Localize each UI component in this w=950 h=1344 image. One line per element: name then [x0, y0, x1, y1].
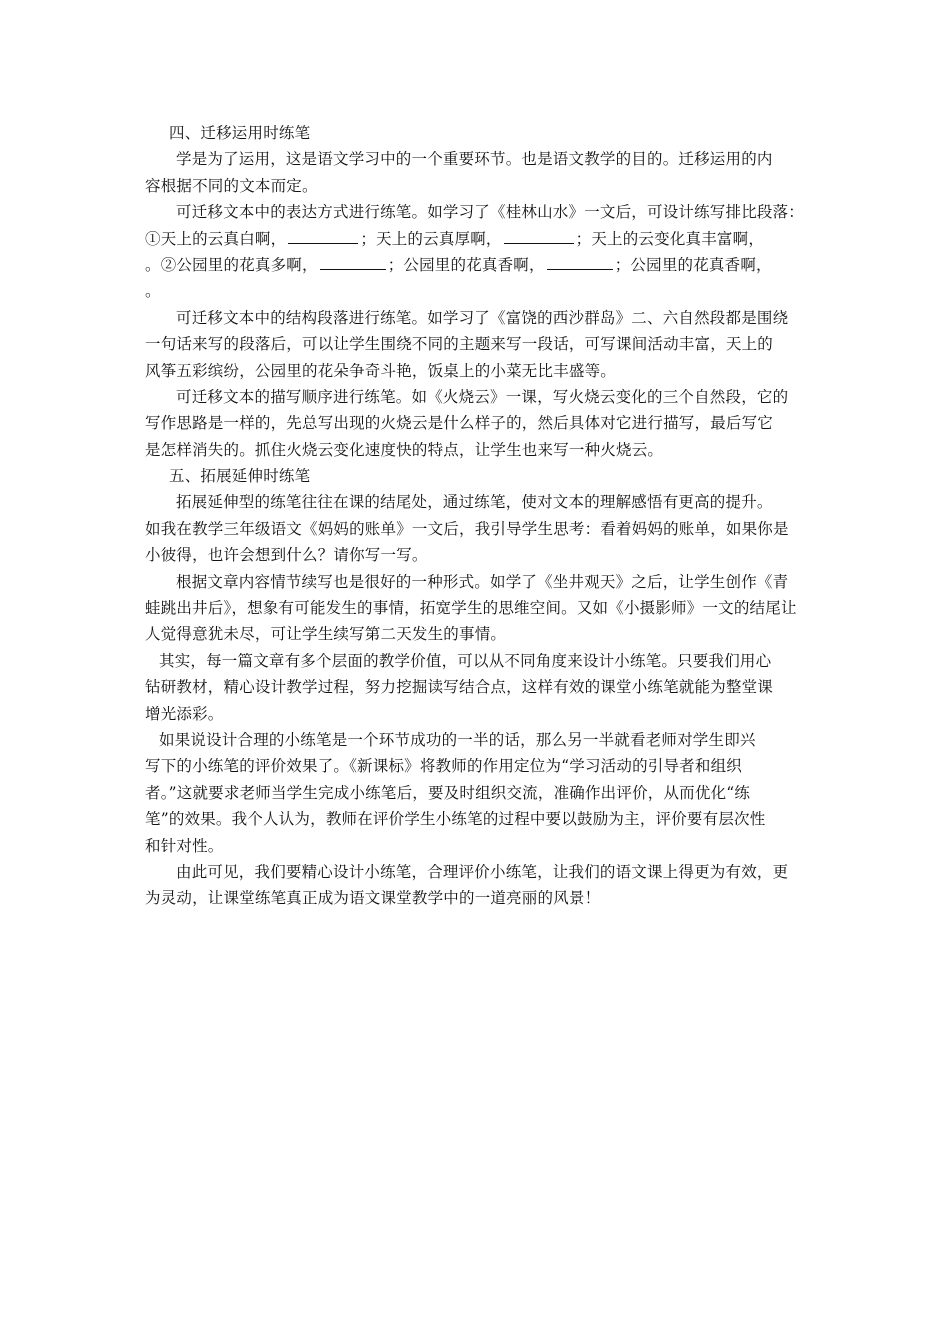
document-page: [145, 120, 810, 912]
fill-blank: [320, 255, 386, 270]
paragraph-line: 根据文章内容情节续写也是很好的一种形式。如学了《坐井观天》之后，让学生创作《青: [176, 572, 789, 591]
paragraph-line: 增光添彩。: [145, 704, 224, 723]
section-heading-extension: 五、拓展延伸时练笔: [169, 467, 311, 486]
paragraph-line: 笔”的效果。我个人认为，教师在评价学生小练笔的过程中要以鼓励为主，评价要有层次性: [145, 810, 766, 829]
exercise-text: ①天上的云真白啊，: [145, 229, 287, 248]
exercise-line-clouds: [145, 226, 810, 252]
exercise-text: ；天上的云变化真丰富啊，: [575, 229, 765, 248]
fill-blank: [504, 229, 574, 244]
paragraph-line: 人觉得意犹未尽，可让学生续写第二天发生的事情。: [145, 625, 507, 644]
paragraph-line: 容根据不同的文本而定。: [145, 176, 318, 195]
exercise-text: ；公园里的花真香啊，: [614, 255, 772, 274]
section-heading-transfer: 四、迁移运用时练笔: [169, 124, 311, 142]
paragraph-line: 其实，每一篇文章有多个层面的教学价值，可以从不同角度来设计小练笔。只要我们用心: [159, 651, 772, 670]
paragraph-line: 小彼得，也许会想到什么？请你写一写。: [145, 546, 428, 565]
paragraph-line: 拓展延伸型的练笔往往在课的结尾处，通过练笔，使对文本的理解感悟有更高的提升。: [176, 493, 773, 512]
paragraph-line: 和针对性。: [145, 836, 224, 855]
paragraph-line: 如果说设计合理的小练笔是一个环节成功的一半的话，那么另一半就看老师对学生即兴: [159, 730, 756, 749]
paragraph-line: 写下的小练笔的评价效果了。《新课标》将教师的作用定位为“学习活动的引导者和组织: [145, 757, 742, 776]
exercise-text: ；公园里的花真香啊，: [387, 255, 545, 274]
paragraph-line: 一句话来写的段落后，可以让学生围绕不同的主题来写一段话，可写课间活动丰富，天上的: [145, 335, 774, 354]
exercise-text: ；天上的云真厚啊，: [360, 229, 502, 248]
exercise-line-end: 。: [145, 282, 161, 301]
paragraph-line: 风筝五彩缤纷，公园里的花朵争奇斗艳，饭桌上的小菜无比丰盛等。: [145, 361, 617, 380]
paragraph-line: 钻研教材，精心设计教学过程，努力挖掘读写结合点，这样有效的课堂小练笔就能为整堂课: [145, 678, 774, 697]
paragraph-line: 是怎样消失的。抓住火烧云变化速度快的特点，让学生也来写一种火烧云。: [145, 440, 664, 459]
paragraph-line: 蛙跳出井后》，想象有可能发生的事情，拓宽学生的思维空间。又如《小摄影师》一文的结尾让: [145, 599, 797, 618]
paragraph-line: 可迁移文本的描写顺序进行练笔。如《火烧云》一课，写火烧云变化的三个自然段，它的: [176, 387, 789, 406]
paragraph-line: 写作思路是一样的，先总写出现的火烧云是什么样子的，然后具体对它进行描写，最后写它: [145, 414, 774, 433]
exercise-line-flowers: [145, 252, 810, 278]
paragraph-line: 学是为了运用，这是语文学习中的一个重要环节。也是语文教学的目的。迁移运用的内: [176, 150, 773, 169]
paragraph-line: 由此可见，我们要精心设计小练笔，合理评价小练笔，让我们的语文课上得更为有效，更: [176, 862, 789, 881]
fill-blank: [288, 229, 358, 244]
fill-blank: [547, 255, 613, 270]
exercise-text: 。②公园里的花真多啊，: [145, 255, 318, 274]
paragraph-line: 可迁移文本中的表达方式进行练笔。如学习了《桂林山水》一文后，可设计练写排比段落：: [176, 203, 805, 222]
paragraph-line: 可迁移文本中的结构段落进行练笔。如学习了《富饶的西沙群岛》二、六自然段都是围绕: [176, 308, 789, 327]
paragraph-line: 为灵动，让课堂练笔真正成为语文课堂教学中的一道亮丽的风景！: [145, 889, 601, 908]
paragraph-line: 者。”这就要求老师当学生完成小练笔后，要及时组织交流，准确作出评价，从而优化“练: [145, 783, 751, 802]
paragraph-line: 如我在教学三年级语文《妈妈的账单》一文后，我引导学生思考：看着妈妈的账单，如果你是: [145, 519, 789, 538]
